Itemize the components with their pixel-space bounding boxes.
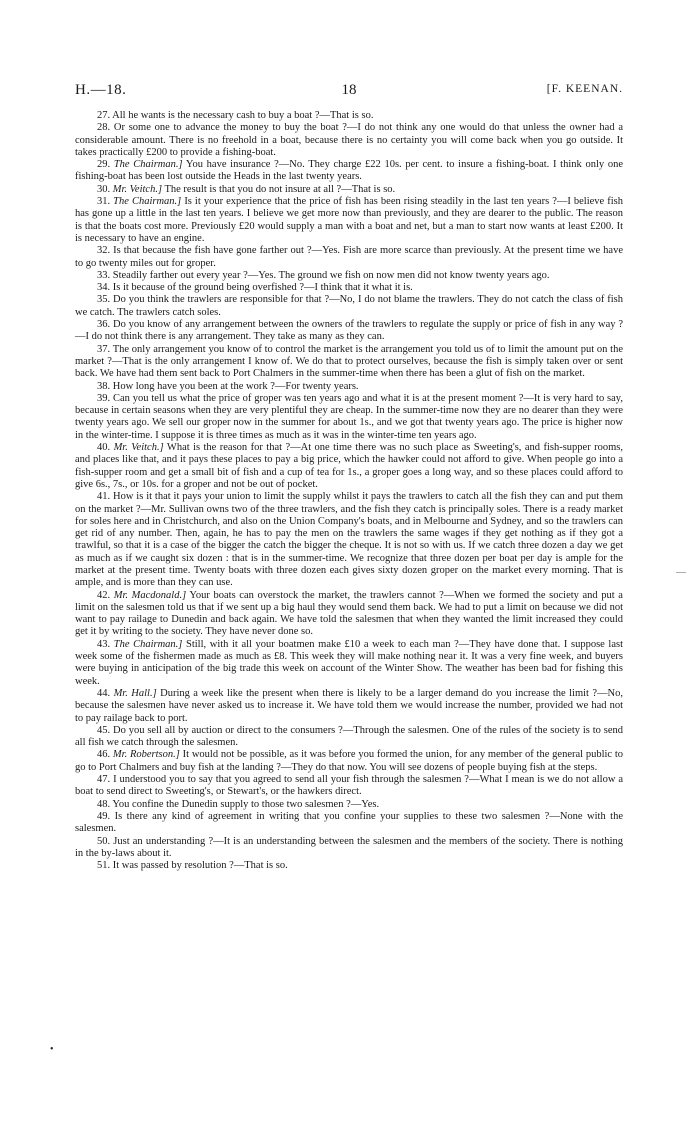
question-number: 35. <box>97 294 111 306</box>
question-paragraph <box>75 344 623 381</box>
speaker-name: Mr. Veitch.] <box>112 183 163 195</box>
margin-dot: • <box>50 1044 54 1055</box>
question-text: Still, with it all your boatmen make £10 a week to each man ?—They have done that. I suppose last week some of the fishermen made as much as £8. This week they will make nothing near it. It was a very fine week, and buyers were buying in anticipation of the big trade this week on account of the Winter Show. The weather has been bad for fishing this week. <box>75 638 623 687</box>
speaker-name: Mr. Hall.] <box>113 687 157 699</box>
question-number: 31. <box>97 196 111 208</box>
question-paragraph <box>75 860 623 872</box>
question-text: Is it because of the ground being overfished ?—I think that it what it is. <box>112 282 413 294</box>
question-text: It was passed by resolution ?—That is so. <box>112 860 288 872</box>
question-number: 30. <box>97 183 111 195</box>
question-paragraph <box>75 749 623 774</box>
question-paragraph <box>75 245 623 270</box>
speaker-name: The Chairman.] <box>113 196 182 208</box>
question-number: 50. <box>97 835 111 847</box>
question-number: 32. <box>97 245 111 257</box>
question-paragraph <box>75 491 623 589</box>
question-text: Is it your experience that the price of fish has been rising steadily in the last ten years ?—I believe fish has gone up a little in the last ten years. I believe we get more now than previously, and they are dearer to the public. The reason is that the boats cost more. Previously £20 would supply a man with a boat and net, but a man to start now wants at least £200. It is necessary to have an engine. <box>75 196 623 244</box>
question-text: How long have you been at the work ?—For twenty years. <box>112 380 359 392</box>
question-text: The result is that you do not insure at all ?—That is so. <box>164 183 396 195</box>
question-number: 48. <box>97 798 111 810</box>
question-number: 47. <box>97 774 111 786</box>
question-text: What is the reason for that ?—At one time there was no such place as Sweeting's, and fish-supper rooms, and places like that, and it pays these places to pay a big price, which the hawker could not afford to give. When people go into a fish-supper room and get a small bit of fish and a cup of tea for 1s., a groper goes a long way, and so these places could afford to give 6s., 7s., or 10s. for a groper and not be out of pocket. <box>75 442 624 490</box>
question-paragraph <box>75 836 623 861</box>
question-text: You confine the Dunedin supply to those two salesmen ?—Yes. <box>112 798 380 810</box>
question-paragraph <box>75 159 623 184</box>
question-number: 42. <box>97 589 111 601</box>
question-paragraph <box>75 590 623 639</box>
question-paragraph <box>75 184 623 196</box>
speaker-name: Mr. Robertson.] <box>112 749 180 761</box>
question-number: 51. <box>97 860 111 872</box>
question-paragraph <box>75 282 623 294</box>
question-number: 45. <box>97 724 111 736</box>
witness-name: [F. KEENAN. <box>546 83 623 95</box>
question-paragraph <box>75 639 623 688</box>
question-number: 46. <box>97 749 111 761</box>
speaker-name: The Chairman.] <box>113 638 183 650</box>
question-text: Is there any kind of agreement in writing that you confine your supplies to these two salesmen ?—None with the salesmen. <box>75 810 624 835</box>
question-number: 38. <box>97 380 111 392</box>
question-text: The only arrangement you know of to control the market is the arrangement you told us of to limit the amount put on the market ?—That is the only arrangement I know of. We do that to protect ourselves, because the fish is simply taken over or sent back. We have had them sent back to Port Chalmers in the summer-time when there has been a glut of fish on the market. <box>75 343 623 380</box>
question-paragraph <box>75 110 623 122</box>
question-number: 36. <box>97 319 111 331</box>
question-text: You have insurance ?—No. They charge £22 10s. per cent. to insure a fishing-boat. I think only one fishing-boat has been lost outside the Heads in the last twenty years. <box>75 159 623 183</box>
question-number: 39. <box>97 392 111 404</box>
paper-reference: H.—18. <box>75 82 127 98</box>
question-paragraph <box>75 442 623 491</box>
question-text: It would not be possible, as it was before you formed the union, for any member of the general public to go to Port Chalmers and buy fish at the landing ?—They do that now. You will see dozens of people buying fish at the steps. <box>75 749 624 773</box>
question-number: 29. <box>97 159 111 171</box>
question-paragraph <box>75 811 623 836</box>
question-paragraph <box>75 319 623 344</box>
question-number: 49. <box>97 810 111 822</box>
question-paragraph <box>75 799 623 811</box>
question-text: Just an understanding ?—It is an understanding between the salesmen and the members of the society. There is nothing in the by-laws about it. <box>75 835 623 859</box>
question-number: 34. <box>97 282 111 294</box>
question-text: Your boats can overstock the market, the trawlers cannot ?—When we formed the society and put a limit on the salesmen told us that if we sent up a big haul they would send them back. We had to put a limit on because we did not want to pay railage to Dunedin and back again. We have told the salesmen that when they wanted the limit increased they could get it by writing to the society. They have never done so. <box>75 589 623 638</box>
question-paragraph <box>75 688 623 725</box>
question-paragraph <box>75 270 623 282</box>
question-paragraph <box>75 294 623 319</box>
question-text: Do you sell all by auction or direct to the consumers ?—Through the salesmen. One of the rules of the society is to send all fish we catch through the salesmen. <box>75 724 624 749</box>
question-text: Can you tell us what the price of groper was ten years ago and what it is at the present moment ?—It is very hard to say, because in certain seasons when they are very plentiful they are cheap. In the summer-time now they are no dearer than they were twenty years ago. We sell our groper now in the summer for about 1s., and we got that twenty years ago. The price is higher now in the winter-time. I suppose it is three times as much as it was in the winter-time ten years ago. <box>75 392 623 441</box>
margin-mark: — <box>676 567 686 578</box>
question-text: Steadily farther out every year ?—Yes. The ground we fish on now men did not know twenty years ago. <box>112 269 550 281</box>
question-number: 44. <box>97 687 111 699</box>
question-text: Is that because the fish have gone farther out ?—Yes. Fish are more scarce than previously. At the present time we have to go twenty miles out for groper. <box>75 245 623 269</box>
question-paragraph <box>75 725 623 750</box>
speaker-name: Mr. Veitch.] <box>113 442 164 454</box>
question-paragraph <box>75 381 623 393</box>
speaker-name: Mr. Macdonald.] <box>113 589 187 601</box>
question-paragraph <box>75 196 623 245</box>
question-paragraph <box>75 393 623 442</box>
question-number: 41. <box>97 491 111 503</box>
evidence-body <box>75 110 623 872</box>
question-text: Do you think the trawlers are responsible for that ?—No, I do not blame the trawlers. They do not catch the class of fish we catch. The trawlers catch soles. <box>75 294 623 318</box>
question-number: 27. <box>97 110 111 121</box>
question-text: During a week like the present when there is likely to be a larger demand do you increase the limit ?—No, because the salesmen have never asked us to increase it. We have told them we would increase the number, provided we had not to pay railage back to port. <box>75 687 623 724</box>
question-text: Do you know of any arrangement between the owners of the trawlers to regulate the supply or price of fish in any way ?—I do not think there is any arrangement. They take as many as they can. <box>75 319 623 343</box>
speaker-name: The Chairman.] <box>113 159 183 171</box>
question-text: All he wants is the necessary cash to buy a boat ?—That is so. <box>112 110 374 121</box>
question-paragraph <box>75 774 623 799</box>
question-number: 28. <box>97 122 111 134</box>
question-text: Or some one to advance the money to buy the boat ?—I do not think any one would do that unless the owner had a considerable amount. There is no freehold in a boat, because there is no certainty you will come back when you go outside. It takes practically £200 to provide a fishing-boat. <box>75 122 623 158</box>
question-text: How is it that it pays your union to limit the supply whilst it pays the trawlers to catch all the fish they can and put them on the market ?—Mr. Sullivan owns two of the three trawlers, and the fish they catch is principally soles. There is a ready market for soles here and in Christchurch, and also on the Union Company's boats, and in Melbourne and Sydney, and so the trawlers can get rid of any number. Then, again, he has to pay the men on the trawlers the same wages if they get nothing as if they got a trawlful, so that it is a case of the bigger the catch the bigger the cheque. It is not so with us. If we catch three dozen a day we get as much as if we caught six dozen : that is in the summer-time. We recognize that three dozen per boat per day is ample for the market at the present time. Twenty boats with three dozen each gives sixty dozen groper on the market every morning. That is ample, and is more than they can use. <box>75 491 623 589</box>
question-number: 33. <box>97 269 111 281</box>
question-paragraph <box>75 122 623 159</box>
page-header <box>75 82 623 98</box>
question-number: 37. <box>97 343 111 355</box>
question-number: 43. <box>97 638 111 650</box>
question-text: I understood you to say that you agreed to send all your fish through the salesmen ?—What I mean is we do not allow a boat to send direct to Sweeting's, or Stewart's, or the hawkers direct. <box>75 774 624 798</box>
page-number: 18 <box>341 82 357 98</box>
question-number: 40. <box>97 442 111 454</box>
